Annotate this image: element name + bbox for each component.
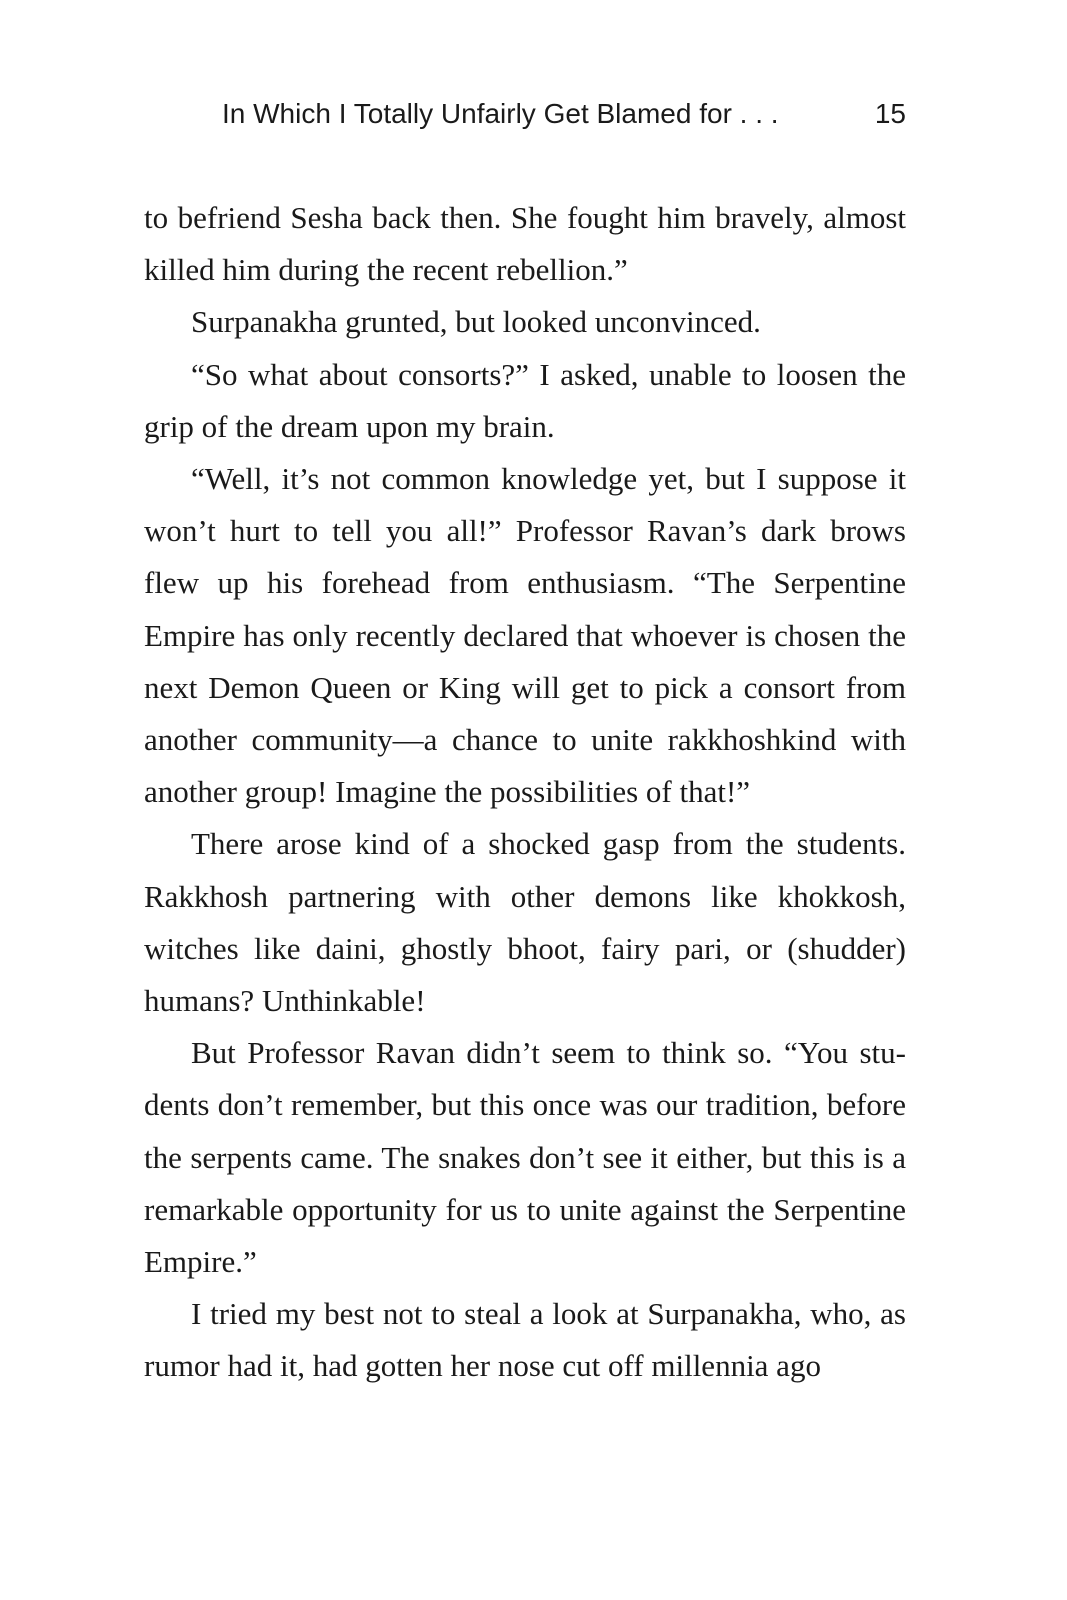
paragraph: But Professor Ravan didn’t seem to think so. “You students don’t remember, but this once was our tradition, before the serpents came. The snakes don’t see it either, but this is a remarkable opportunity for us to unite against the Serpentine Empire.” [144, 1035, 906, 1280]
paragraph: “Well, it’s not common knowledge yet, but I suppose it won’t hurt to tell you all!” Professor Ravan’s dark brows flew up his forehead from enthusiasm. “The Serpentine Empire has only recently declared that whoever is chosen the next Demon Queen or King will get to pick a consort from another community—a chance to unite rakkhoshkind with another group! Imagine the possibilities of that!” [144, 461, 906, 810]
running-title: In Which I Totally Unfairly Get Blamed for . . . [222, 98, 779, 129]
page-number: 15 [874, 98, 906, 129]
paragraph: I tried my best not to steal a look at Surpanakha, who, as rumor had it, had gotten her nose cut off millennia ago [144, 1296, 906, 1384]
paragraph: Surpanakha grunted, but looked unconvinced. [191, 304, 761, 340]
paragraph: “So what about consorts?” I asked, unable to loosen the grip of the dream upon my brain. [144, 356, 906, 444]
body-text [144, 192, 906, 1393]
paragraph: There arose kind of a shocked gasp from the students. Rakkhosh partnering with other demons like khokkosh, witches like daini, ghostly bhoot, fairy pari, or (shudder) humans? Unthinkable! [144, 826, 906, 1019]
running-head [144, 94, 906, 134]
paragraph-continued: to befriend Sesha back then. She fought him bravely, almost killed him during the recent rebellion.” [144, 200, 906, 288]
